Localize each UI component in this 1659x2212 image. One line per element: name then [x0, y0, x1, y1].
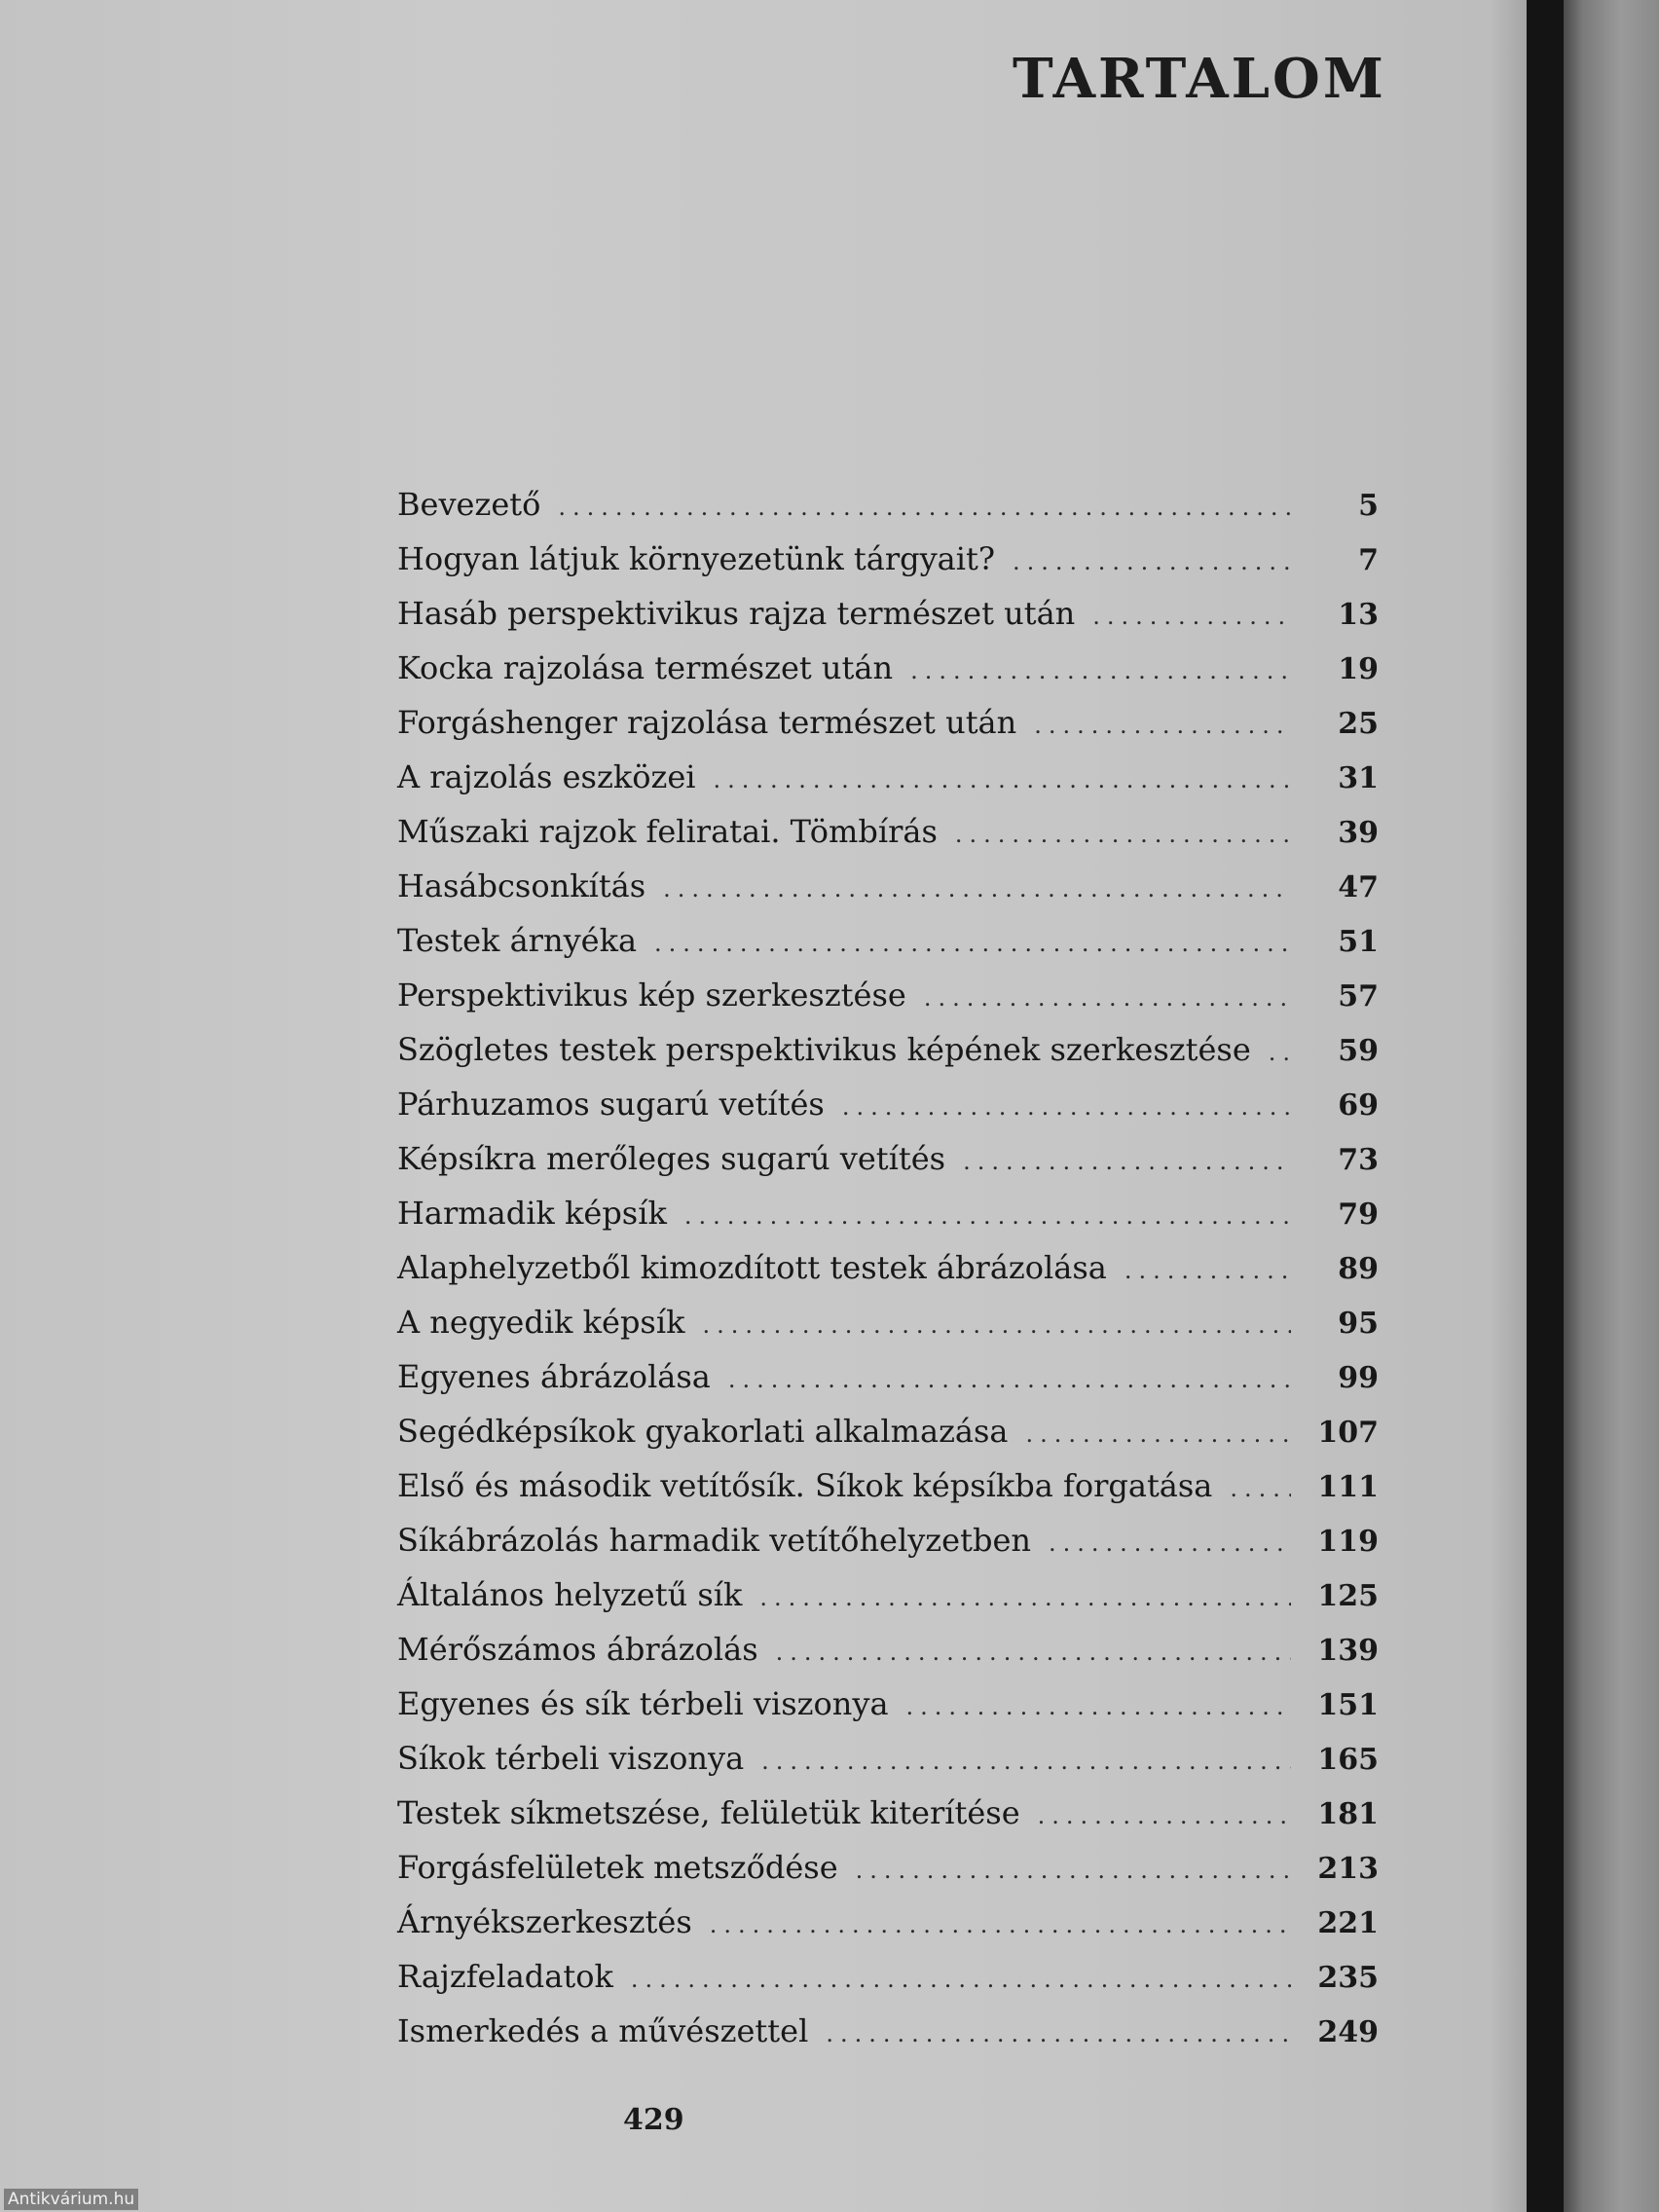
toc-dot-leader — [1230, 1461, 1291, 1516]
toc-entry-page: 249 — [1317, 2015, 1379, 2049]
toc-dot-leader — [1013, 535, 1291, 589]
toc-entry-title: Forgásfelületek metsződése — [397, 1849, 838, 1886]
toc-entry — [397, 1949, 1379, 2004]
toc-dot-leader — [924, 971, 1291, 1025]
toc-entry-page: 25 — [1338, 707, 1379, 741]
toc-entry-title: Testek árnyéka — [397, 922, 638, 959]
toc-dot-leader — [963, 1134, 1291, 1189]
toc-entry — [397, 1458, 1379, 1513]
toc-entry-page: 107 — [1317, 1416, 1379, 1450]
toc-entry — [397, 804, 1379, 859]
toc-entry-title: Általános helyzetű sík — [397, 1576, 743, 1613]
toc-dot-leader — [776, 1625, 1291, 1679]
toc-entry-page: 73 — [1338, 1143, 1379, 1177]
toc-entry-title: Hasábcsonkítás — [397, 867, 646, 904]
toc-entry-title: Párhuzamos sugarú vetítés — [397, 1086, 825, 1123]
book-binding — [1527, 0, 1564, 2212]
toc-entry-page: 39 — [1338, 816, 1379, 850]
toc-dot-leader — [1026, 1407, 1292, 1461]
toc-entry — [397, 1295, 1379, 1349]
toc-entry — [397, 913, 1379, 968]
toc-entry-title: Egyenes és sík térbeli viszonya — [397, 1685, 889, 1722]
toc-entry — [397, 477, 1379, 532]
toc-entry — [397, 968, 1379, 1022]
toc-entry-title: Árnyékszerkesztés — [397, 1903, 692, 1940]
toc-entry-title: Szögletes testek perspektivikus képének szerkesztése — [397, 1031, 1251, 1068]
toc-entry-title: Mérőszámos ábrázolás — [397, 1631, 758, 1668]
watermark: Antikvárium.hu — [4, 2189, 138, 2210]
toc-dot-leader — [1092, 589, 1291, 644]
book-spine-edge — [1564, 0, 1659, 2212]
toc-entry — [397, 1731, 1379, 1786]
toc-entry-page: 151 — [1317, 1688, 1379, 1722]
toc-dot-leader — [710, 1898, 1291, 1952]
toc-entry-title: Alaphelyzetből kimozdított testek ábrázolása — [397, 1249, 1107, 1286]
toc-dot-leader — [856, 1843, 1291, 1898]
toc-entry-title: A negyedik képsík — [397, 1304, 685, 1341]
toc-entry — [397, 750, 1379, 804]
toc-entry-page: 165 — [1317, 1743, 1379, 1777]
toc-entry — [397, 1186, 1379, 1240]
toc-entry — [397, 859, 1379, 913]
toc-entry-title: Testek síkmetszése, felületük kiterítése — [397, 1794, 1020, 1831]
toc-entry — [397, 1022, 1379, 1077]
toc-entry-title: Hasáb perspektivikus rajza természet után — [397, 595, 1076, 632]
toc-entry — [397, 1349, 1379, 1404]
toc-dot-leader — [714, 753, 1291, 807]
toc-entry-page: 79 — [1338, 1198, 1379, 1232]
toc-entry — [397, 695, 1379, 750]
toc-dot-leader — [728, 1352, 1291, 1407]
toc-entry-page: 221 — [1317, 1906, 1379, 1940]
page-title: TARTALOM — [1013, 47, 1386, 111]
toc-entry-page: 111 — [1317, 1470, 1379, 1504]
toc-dot-leader — [1124, 1243, 1291, 1298]
toc-dot-leader — [684, 1189, 1291, 1243]
toc-entry-title: Perspektivikus kép szerkesztése — [397, 977, 906, 1014]
toc-entry-page: 181 — [1317, 1797, 1379, 1831]
toc-dot-leader — [1269, 1025, 1291, 1080]
toc-dot-leader — [826, 2007, 1291, 2061]
toc-entry-page: 69 — [1338, 1088, 1379, 1123]
toc-entry-page: 213 — [1317, 1852, 1379, 1886]
toc-dot-leader — [842, 1080, 1291, 1134]
toc-dot-leader — [702, 1298, 1291, 1352]
toc-entry-page: 31 — [1338, 761, 1379, 795]
toc-entry — [397, 1677, 1379, 1731]
toc-entry-page: 13 — [1338, 598, 1379, 632]
toc-entry — [397, 2004, 1379, 2058]
toc-entry-page: 125 — [1317, 1579, 1379, 1613]
toc-entry — [397, 1404, 1379, 1458]
toc-entry-title: Harmadik képsík — [397, 1195, 667, 1232]
toc-dot-leader — [761, 1734, 1291, 1788]
toc-entry-title: Segédképsíkok gyakorlati alkalmazása — [397, 1413, 1009, 1450]
toc-dot-leader — [631, 1952, 1291, 2007]
toc-entry — [397, 1513, 1379, 1567]
toc-dot-leader — [654, 916, 1291, 971]
toc-entry-title: Forgáshenger rajzolása természet után — [397, 704, 1017, 741]
toc-dot-leader — [955, 807, 1291, 862]
toc-entry-page: 119 — [1317, 1525, 1379, 1559]
toc-entry-page: 19 — [1338, 652, 1379, 686]
toc-entry — [397, 1240, 1379, 1295]
toc-entry-title: Hogyan látjuk környezetünk tárgyait? — [397, 540, 995, 577]
toc-entry — [397, 532, 1379, 586]
toc-entry-title: Első és második vetítősík. Síkok képsíkba forgatása — [397, 1467, 1213, 1504]
toc-entry-title: Képsíkra merőleges sugarú vetítés — [397, 1140, 946, 1177]
toc-entry-page: 7 — [1358, 543, 1379, 577]
toc-entry-page: 5 — [1358, 489, 1379, 523]
toc-entry — [397, 1895, 1379, 1949]
toc-entry — [397, 1077, 1379, 1131]
toc-entry-title: Síkok térbeli viszonya — [397, 1740, 745, 1777]
toc-entry-page: 95 — [1338, 1307, 1379, 1341]
table-of-contents — [397, 477, 1379, 2058]
toc-entry-page: 57 — [1338, 979, 1379, 1014]
toc-entry-title: Bevezető — [397, 486, 541, 523]
toc-entry — [397, 1567, 1379, 1622]
toc-entry-title: A rajzolás eszközei — [397, 758, 696, 795]
toc-entry-page: 139 — [1317, 1634, 1379, 1668]
toc-dot-leader — [1038, 1788, 1291, 1843]
toc-entry-title: Ismerkedés a művészettel — [397, 2012, 809, 2049]
toc-dot-leader — [759, 1570, 1291, 1625]
page-number: 429 — [623, 2103, 684, 2137]
toc-entry-page: 99 — [1338, 1361, 1379, 1395]
toc-dot-leader — [906, 1679, 1291, 1734]
toc-dot-leader — [663, 862, 1291, 916]
toc-entry — [397, 641, 1379, 695]
toc-entry-page: 235 — [1317, 1961, 1379, 1995]
toc-dot-leader — [1049, 1516, 1291, 1570]
page-edge-shadow — [1490, 0, 1527, 2212]
toc-dot-leader — [1034, 698, 1291, 753]
toc-entry-title: Síkábrázolás harmadik vetítőhelyzetben — [397, 1522, 1031, 1559]
toc-dot-leader — [558, 480, 1291, 535]
toc-entry-title: Rajzfeladatok — [397, 1958, 613, 1995]
toc-entry-page: 51 — [1338, 925, 1379, 959]
toc-entry — [397, 1786, 1379, 1840]
toc-entry-title: Egyenes ábrázolása — [397, 1358, 711, 1395]
toc-entry-title: Kocka rajzolása természet után — [397, 649, 894, 686]
toc-entry — [397, 1622, 1379, 1677]
toc-entry-page: 59 — [1338, 1034, 1379, 1068]
toc-entry-title: Műszaki rajzok feliratai. Tömbírás — [397, 813, 938, 850]
toc-dot-leader — [910, 644, 1291, 698]
toc-entry — [397, 1131, 1379, 1186]
toc-entry — [397, 586, 1379, 641]
toc-entry — [397, 1840, 1379, 1895]
toc-entry-page: 89 — [1338, 1252, 1379, 1286]
toc-entry-page: 47 — [1338, 870, 1379, 904]
